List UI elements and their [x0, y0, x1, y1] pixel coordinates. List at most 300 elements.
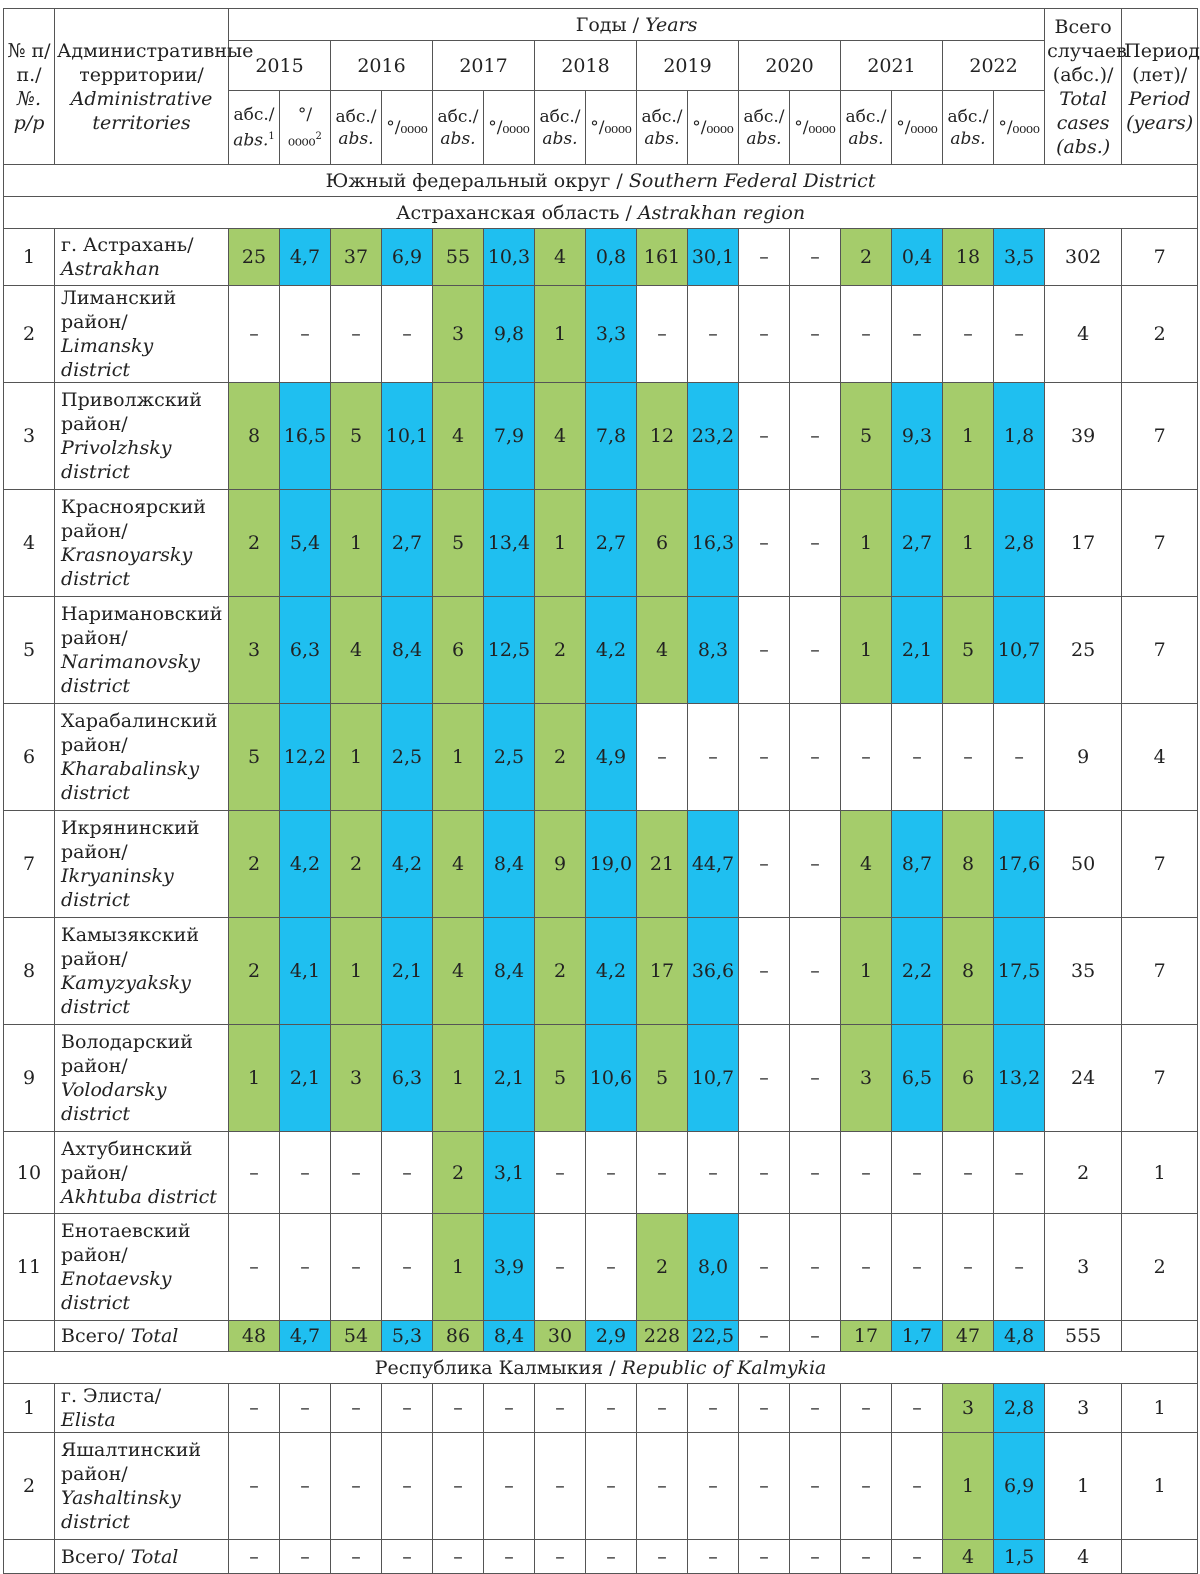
abs-cell: 2	[535, 704, 586, 811]
rate-cell: 3,1	[484, 1132, 535, 1214]
rate-cell: 2,9	[586, 1321, 637, 1352]
abs-cell: 2	[841, 229, 892, 286]
rate-cell: 2,1	[484, 1025, 535, 1132]
period-cell: 2	[1122, 286, 1198, 383]
year-header: 2022	[943, 41, 1045, 91]
table-row	[4, 918, 1198, 1025]
abs-cell: 2	[637, 1214, 688, 1321]
unit-rate	[280, 91, 331, 165]
rate-cell: –	[790, 704, 841, 811]
abs-cell: –	[535, 1132, 586, 1214]
abs-cell: 5	[535, 1025, 586, 1132]
territory-name	[55, 1433, 229, 1540]
abs-cell: –	[535, 1384, 586, 1433]
rate-cell: –	[892, 1540, 943, 1574]
rate-cell: 9,3	[892, 383, 943, 490]
rate-cell: 10,7	[688, 1025, 739, 1132]
abs-cell: –	[229, 1384, 280, 1433]
year-header: 2017	[433, 41, 535, 91]
period-cell: 4	[1122, 704, 1198, 811]
rate-cell: –	[280, 1384, 331, 1433]
abs-cell: 2	[229, 811, 280, 918]
period-cell: 7	[1122, 597, 1198, 704]
abs-ru: абс./	[437, 106, 479, 127]
region-en: Astrakhan region	[637, 201, 806, 224]
years-ru: Годы /	[575, 13, 646, 36]
total-cases-cell: 25	[1045, 597, 1122, 704]
unit-abs	[535, 91, 586, 165]
rate-cell: –	[382, 1132, 433, 1214]
rate-cell: –	[790, 1540, 841, 1574]
abs-cell: 4	[841, 811, 892, 918]
total-row	[4, 1540, 1198, 1574]
abs-cell: –	[229, 1433, 280, 1540]
abs-cell: 55	[433, 229, 484, 286]
abs-cell: –	[229, 1540, 280, 1574]
abs-cell: –	[739, 1433, 790, 1540]
rate-cell: 2,8	[994, 490, 1045, 597]
rate-cell: –	[892, 286, 943, 383]
period-cell: 7	[1122, 229, 1198, 286]
period-cell: 1	[1122, 1132, 1198, 1214]
abs-cell: 5	[331, 383, 382, 490]
rate-cell: 8,4	[382, 597, 433, 704]
terr-ru: Административные территории/	[57, 39, 254, 86]
rate-cell: –	[280, 1214, 331, 1321]
abs-cell: 37	[331, 229, 382, 286]
period-cell: 7	[1122, 918, 1198, 1025]
rate-symbol: °/₀₀₀₀	[488, 117, 530, 138]
territory-name	[55, 811, 229, 918]
territory-en: Elista	[61, 1409, 116, 1431]
rate-cell: –	[790, 1321, 841, 1352]
row-number: 2	[4, 1433, 55, 1540]
abs-cell: –	[637, 704, 688, 811]
territory-en: Limansky district	[61, 335, 154, 381]
total-cases-cell: 4	[1045, 1540, 1122, 1574]
abs-cell: –	[841, 1132, 892, 1214]
territory-ru: Икрянинский район/	[61, 817, 200, 863]
territory-ru: Енотаевский район/	[61, 1220, 191, 1266]
footnote-1: 1	[268, 130, 275, 142]
abs-cell: 9	[535, 811, 586, 918]
rate-cell: –	[484, 1433, 535, 1540]
abs-cell: 30	[535, 1321, 586, 1352]
rate-cell: 8,4	[484, 918, 535, 1025]
terr-en: Administrative territories	[70, 87, 213, 134]
abs-cell: 1	[331, 490, 382, 597]
unit-rate	[994, 91, 1045, 165]
territory-en: Volodarsky district	[61, 1079, 167, 1125]
rate-cell: 6,3	[382, 1025, 433, 1132]
rate-cell: –	[790, 490, 841, 597]
rate-cell: –	[994, 1214, 1045, 1321]
abs-cell: 2	[433, 1132, 484, 1214]
rate-cell: 4,8	[994, 1321, 1045, 1352]
rate-cell: –	[280, 1433, 331, 1540]
rate-cell: 8,4	[484, 1321, 535, 1352]
abs-cell: 5	[943, 597, 994, 704]
rate-cell: –	[790, 383, 841, 490]
district-label	[4, 165, 1198, 197]
rate-cell: –	[790, 918, 841, 1025]
period-cell: 7	[1122, 490, 1198, 597]
rate-cell: 13,4	[484, 490, 535, 597]
territory-ru: Красноярский район/	[61, 496, 206, 542]
total-row	[4, 1321, 1198, 1352]
territory-name	[55, 918, 229, 1025]
abs-cell: 8	[943, 918, 994, 1025]
territory-en: Akhtuba district	[61, 1185, 217, 1208]
territory-en: Enotaevsky district	[61, 1268, 172, 1314]
rate-cell: 7,8	[586, 383, 637, 490]
rate-cell: –	[280, 1132, 331, 1214]
rate-cell: 13,2	[994, 1025, 1045, 1132]
rate-cell: 4,2	[586, 597, 637, 704]
abs-cell: –	[841, 704, 892, 811]
abs-cell: –	[943, 1132, 994, 1214]
territory-ru: Володарский район/	[61, 1031, 193, 1077]
territory-name	[55, 1540, 229, 1574]
abs-cell: –	[739, 1025, 790, 1132]
abs-cell: –	[535, 1433, 586, 1540]
table-body	[4, 165, 1198, 1574]
rate-symbol: °/₀₀₀₀	[288, 104, 316, 151]
abs-cell: 3	[943, 1384, 994, 1433]
rate-cell: 19,0	[586, 811, 637, 918]
abs-cell: –	[331, 1540, 382, 1574]
territory-en: Astrakhan	[61, 258, 160, 280]
territory-en: Kamyzyaksky district	[61, 972, 191, 1018]
abs-cell: 2	[535, 918, 586, 1025]
abs-cell: 1	[535, 490, 586, 597]
rate-cell: –	[688, 1433, 739, 1540]
rate-cell: 17,5	[994, 918, 1045, 1025]
abs-cell: 4	[637, 597, 688, 704]
year-header: 2020	[739, 41, 841, 91]
district-en: Southern Federal District	[628, 169, 876, 192]
rate-cell: –	[790, 1025, 841, 1132]
rate-cell: 1,8	[994, 383, 1045, 490]
rate-cell: 6,3	[280, 597, 331, 704]
row-number: 5	[4, 597, 55, 704]
rate-cell: –	[790, 597, 841, 704]
row-number: 1	[4, 229, 55, 286]
rate-cell: 0,4	[892, 229, 943, 286]
territory-ru: Ахтубинский район/	[61, 1137, 193, 1184]
table-row	[4, 1433, 1198, 1540]
col-header-period	[1122, 9, 1198, 165]
rate-cell: 6,5	[892, 1025, 943, 1132]
total-cases-cell: 1	[1045, 1433, 1122, 1540]
abs-cell: 5	[637, 1025, 688, 1132]
abs-cell: –	[331, 1132, 382, 1214]
row-number: 1	[4, 1384, 55, 1433]
abs-cell: 5	[433, 490, 484, 597]
rate-cell: 2,2	[892, 918, 943, 1025]
year-header: 2019	[637, 41, 739, 91]
unit-rate	[688, 91, 739, 165]
abs-cell: 5	[229, 704, 280, 811]
region-ru: Республика Калмыкия /	[374, 1356, 622, 1379]
region-row	[4, 197, 1198, 229]
rate-cell: –	[382, 1384, 433, 1433]
rate-cell: –	[790, 229, 841, 286]
rate-cell: –	[586, 1384, 637, 1433]
territory-ru: Наримановский район/	[61, 603, 223, 649]
total-cases-cell: 2	[1045, 1132, 1122, 1214]
total-en: Total cases (abs.)	[1056, 87, 1111, 158]
rate-cell: –	[484, 1384, 535, 1433]
period-en: Period (years)	[1126, 87, 1194, 134]
period-cell: 1	[1122, 1433, 1198, 1540]
rate-cell: 44,7	[688, 811, 739, 918]
year-header: 2018	[535, 41, 637, 91]
rate-cell: –	[790, 1433, 841, 1540]
territory-ru: Всего/	[61, 1545, 125, 1568]
abs-cell: –	[841, 1214, 892, 1321]
table-row	[4, 1132, 1198, 1214]
rate-cell: 16,5	[280, 383, 331, 490]
region-label	[4, 197, 1198, 229]
abs-cell: –	[535, 1540, 586, 1574]
abs-cell: 1	[331, 918, 382, 1025]
abs-cell: –	[331, 1384, 382, 1433]
rate-cell: 5,4	[280, 490, 331, 597]
rate-cell: 2,8	[994, 1384, 1045, 1433]
territory-ru: г. Астрахань/	[61, 234, 194, 256]
abs-cell: 86	[433, 1321, 484, 1352]
territory-ru: г. Элиста/	[61, 1385, 162, 1407]
total-cases-cell: 3	[1045, 1214, 1122, 1321]
rate-cell: –	[382, 1214, 433, 1321]
rate-cell: –	[892, 1132, 943, 1214]
abs-cell: –	[739, 597, 790, 704]
row-number	[4, 1321, 55, 1352]
rate-cell: –	[790, 811, 841, 918]
abs-cell: 1	[943, 490, 994, 597]
abs-en: abs.	[440, 128, 476, 149]
rate-symbol: °/₀₀₀₀	[590, 117, 632, 138]
rate-cell: –	[586, 1540, 637, 1574]
total-cases-cell: 9	[1045, 704, 1122, 811]
rate-cell: –	[892, 1214, 943, 1321]
abs-cell: –	[331, 286, 382, 383]
total-cases-cell: 17	[1045, 490, 1122, 597]
region-label	[4, 1352, 1198, 1384]
rate-cell: 3,3	[586, 286, 637, 383]
abs-cell: 25	[229, 229, 280, 286]
abs-cell: 4	[943, 1540, 994, 1574]
table-row	[4, 1384, 1198, 1433]
abs-cell: –	[739, 704, 790, 811]
rate-cell: –	[586, 1214, 637, 1321]
table-row	[4, 1214, 1198, 1321]
rate-cell: 23,2	[688, 383, 739, 490]
rate-cell: 16,3	[688, 490, 739, 597]
rate-cell: 22,5	[688, 1321, 739, 1352]
rate-cell: 30,1	[688, 229, 739, 286]
abs-cell: 1	[433, 1214, 484, 1321]
district-row	[4, 165, 1198, 197]
territory-en: Narimanovsky district	[61, 651, 200, 697]
abs-cell: 4	[331, 597, 382, 704]
abs-cell: 1	[535, 286, 586, 383]
territory-ru: Всего/	[61, 1325, 125, 1347]
abs-cell: –	[841, 286, 892, 383]
territory-name	[55, 286, 229, 383]
unit-rate	[790, 91, 841, 165]
footnote-2: 2	[315, 130, 322, 142]
abs-cell: 4	[433, 811, 484, 918]
abs-ru: абс./	[335, 106, 377, 127]
total-cases-cell: 4	[1045, 286, 1122, 383]
abs-ru: абс./	[539, 106, 581, 127]
unit-rate	[484, 91, 535, 165]
rate-cell: –	[688, 1540, 739, 1574]
district-ru: Южный федеральный округ /	[325, 169, 629, 192]
unit-rate	[382, 91, 433, 165]
territory-name	[55, 383, 229, 490]
abs-cell: –	[229, 1132, 280, 1214]
abs-cell: –	[229, 286, 280, 383]
abs-cell: 3	[433, 286, 484, 383]
territory-ru: Яшалтинский район/	[61, 1439, 202, 1485]
unit-abs	[637, 91, 688, 165]
territory-name	[55, 704, 229, 811]
period-cell: 7	[1122, 383, 1198, 490]
abs-cell: –	[943, 1214, 994, 1321]
unit-abs	[433, 91, 484, 165]
unit-abs	[841, 91, 892, 165]
rate-cell: –	[382, 1433, 433, 1540]
abs-cell: 2	[229, 490, 280, 597]
unit-abs	[943, 91, 994, 165]
rate-cell: –	[382, 1540, 433, 1574]
abs-cell: 3	[331, 1025, 382, 1132]
abs-cell: –	[535, 1214, 586, 1321]
row-number: 10	[4, 1132, 55, 1214]
rate-cell: –	[790, 1214, 841, 1321]
rate-cell: –	[484, 1540, 535, 1574]
abs-cell: 2	[229, 918, 280, 1025]
rate-cell: 1,7	[892, 1321, 943, 1352]
total-cases-cell: 302	[1045, 229, 1122, 286]
abs-cell: 1	[841, 490, 892, 597]
abs-en: abs.	[233, 130, 269, 151]
abs-cell: 8	[229, 383, 280, 490]
rate-cell: 8,7	[892, 811, 943, 918]
rate-cell: 4,7	[280, 229, 331, 286]
total-cases-cell: 555	[1045, 1321, 1122, 1352]
abs-cell: 1	[331, 704, 382, 811]
abs-cell: –	[739, 1132, 790, 1214]
row-number: 2	[4, 286, 55, 383]
rate-symbol: °/₀₀₀₀	[896, 117, 938, 138]
abs-cell: 6	[943, 1025, 994, 1132]
rate-cell: –	[790, 286, 841, 383]
rate-cell: 6,9	[382, 229, 433, 286]
rate-cell: 7,9	[484, 383, 535, 490]
num-en: №. p/p	[13, 87, 45, 134]
abs-cell: 48	[229, 1321, 280, 1352]
abs-cell: 54	[331, 1321, 382, 1352]
abs-ru: абс./	[641, 106, 683, 127]
abs-en: abs.	[338, 128, 374, 149]
rate-cell: 4,1	[280, 918, 331, 1025]
row-number: 4	[4, 490, 55, 597]
table-row	[4, 229, 1198, 286]
abs-cell: –	[637, 1384, 688, 1433]
abs-cell: 18	[943, 229, 994, 286]
abs-cell: –	[739, 490, 790, 597]
row-number: 7	[4, 811, 55, 918]
territory-ru: Камызякский район/	[61, 924, 200, 970]
period-cell: 7	[1122, 811, 1198, 918]
row-number	[4, 1540, 55, 1574]
abs-cell: 47	[943, 1321, 994, 1352]
abs-cell: 4	[535, 383, 586, 490]
abs-cell: –	[739, 1214, 790, 1321]
abs-cell: –	[943, 704, 994, 811]
rate-cell: 2,1	[382, 918, 433, 1025]
abs-cell: –	[637, 1433, 688, 1540]
table-row	[4, 1025, 1198, 1132]
rate-cell: –	[892, 1433, 943, 1540]
abs-cell: 4	[535, 229, 586, 286]
territory-name	[55, 1214, 229, 1321]
abs-cell: 1	[841, 918, 892, 1025]
rate-cell: –	[688, 1384, 739, 1433]
abs-cell: –	[841, 1540, 892, 1574]
rate-cell: 3,5	[994, 229, 1045, 286]
abs-cell: 1	[943, 1433, 994, 1540]
col-header-total	[1045, 9, 1127, 165]
abs-ru: абс./	[947, 106, 989, 127]
table-row	[4, 286, 1198, 383]
total-cases-cell: 3	[1045, 1384, 1122, 1433]
col-header-number	[4, 9, 55, 165]
period-ru: Период (лет)/	[1124, 39, 1200, 86]
abs-ru: абс./	[845, 106, 887, 127]
rate-cell: 2,5	[484, 704, 535, 811]
abs-cell: 228	[637, 1321, 688, 1352]
period-cell: 2	[1122, 1214, 1198, 1321]
table-header	[4, 9, 1198, 165]
abs-ru: абс./	[743, 106, 785, 127]
abs-cell: 8	[943, 811, 994, 918]
row-number: 6	[4, 704, 55, 811]
territory-en: Ikryaninsky district	[61, 865, 174, 911]
rate-cell: 4,2	[382, 811, 433, 918]
year-header: 2016	[331, 41, 433, 91]
period-cell: 7	[1122, 1025, 1198, 1132]
rate-cell: 2,1	[892, 597, 943, 704]
unit-rate	[892, 91, 943, 165]
abs-cell: 2	[535, 597, 586, 704]
abs-cell: 3	[841, 1025, 892, 1132]
total-cases-cell: 35	[1045, 918, 1122, 1025]
abs-cell: 1	[841, 597, 892, 704]
region-ru: Астраханская область /	[396, 201, 638, 224]
territory-en: Krasnoyarsky district	[61, 544, 193, 590]
rate-cell: –	[586, 1132, 637, 1214]
period-cell	[1122, 1540, 1198, 1574]
rate-cell: 1,5	[994, 1540, 1045, 1574]
abs-cell: –	[637, 286, 688, 383]
territory-name	[55, 1321, 229, 1352]
unit-abs	[229, 91, 280, 165]
